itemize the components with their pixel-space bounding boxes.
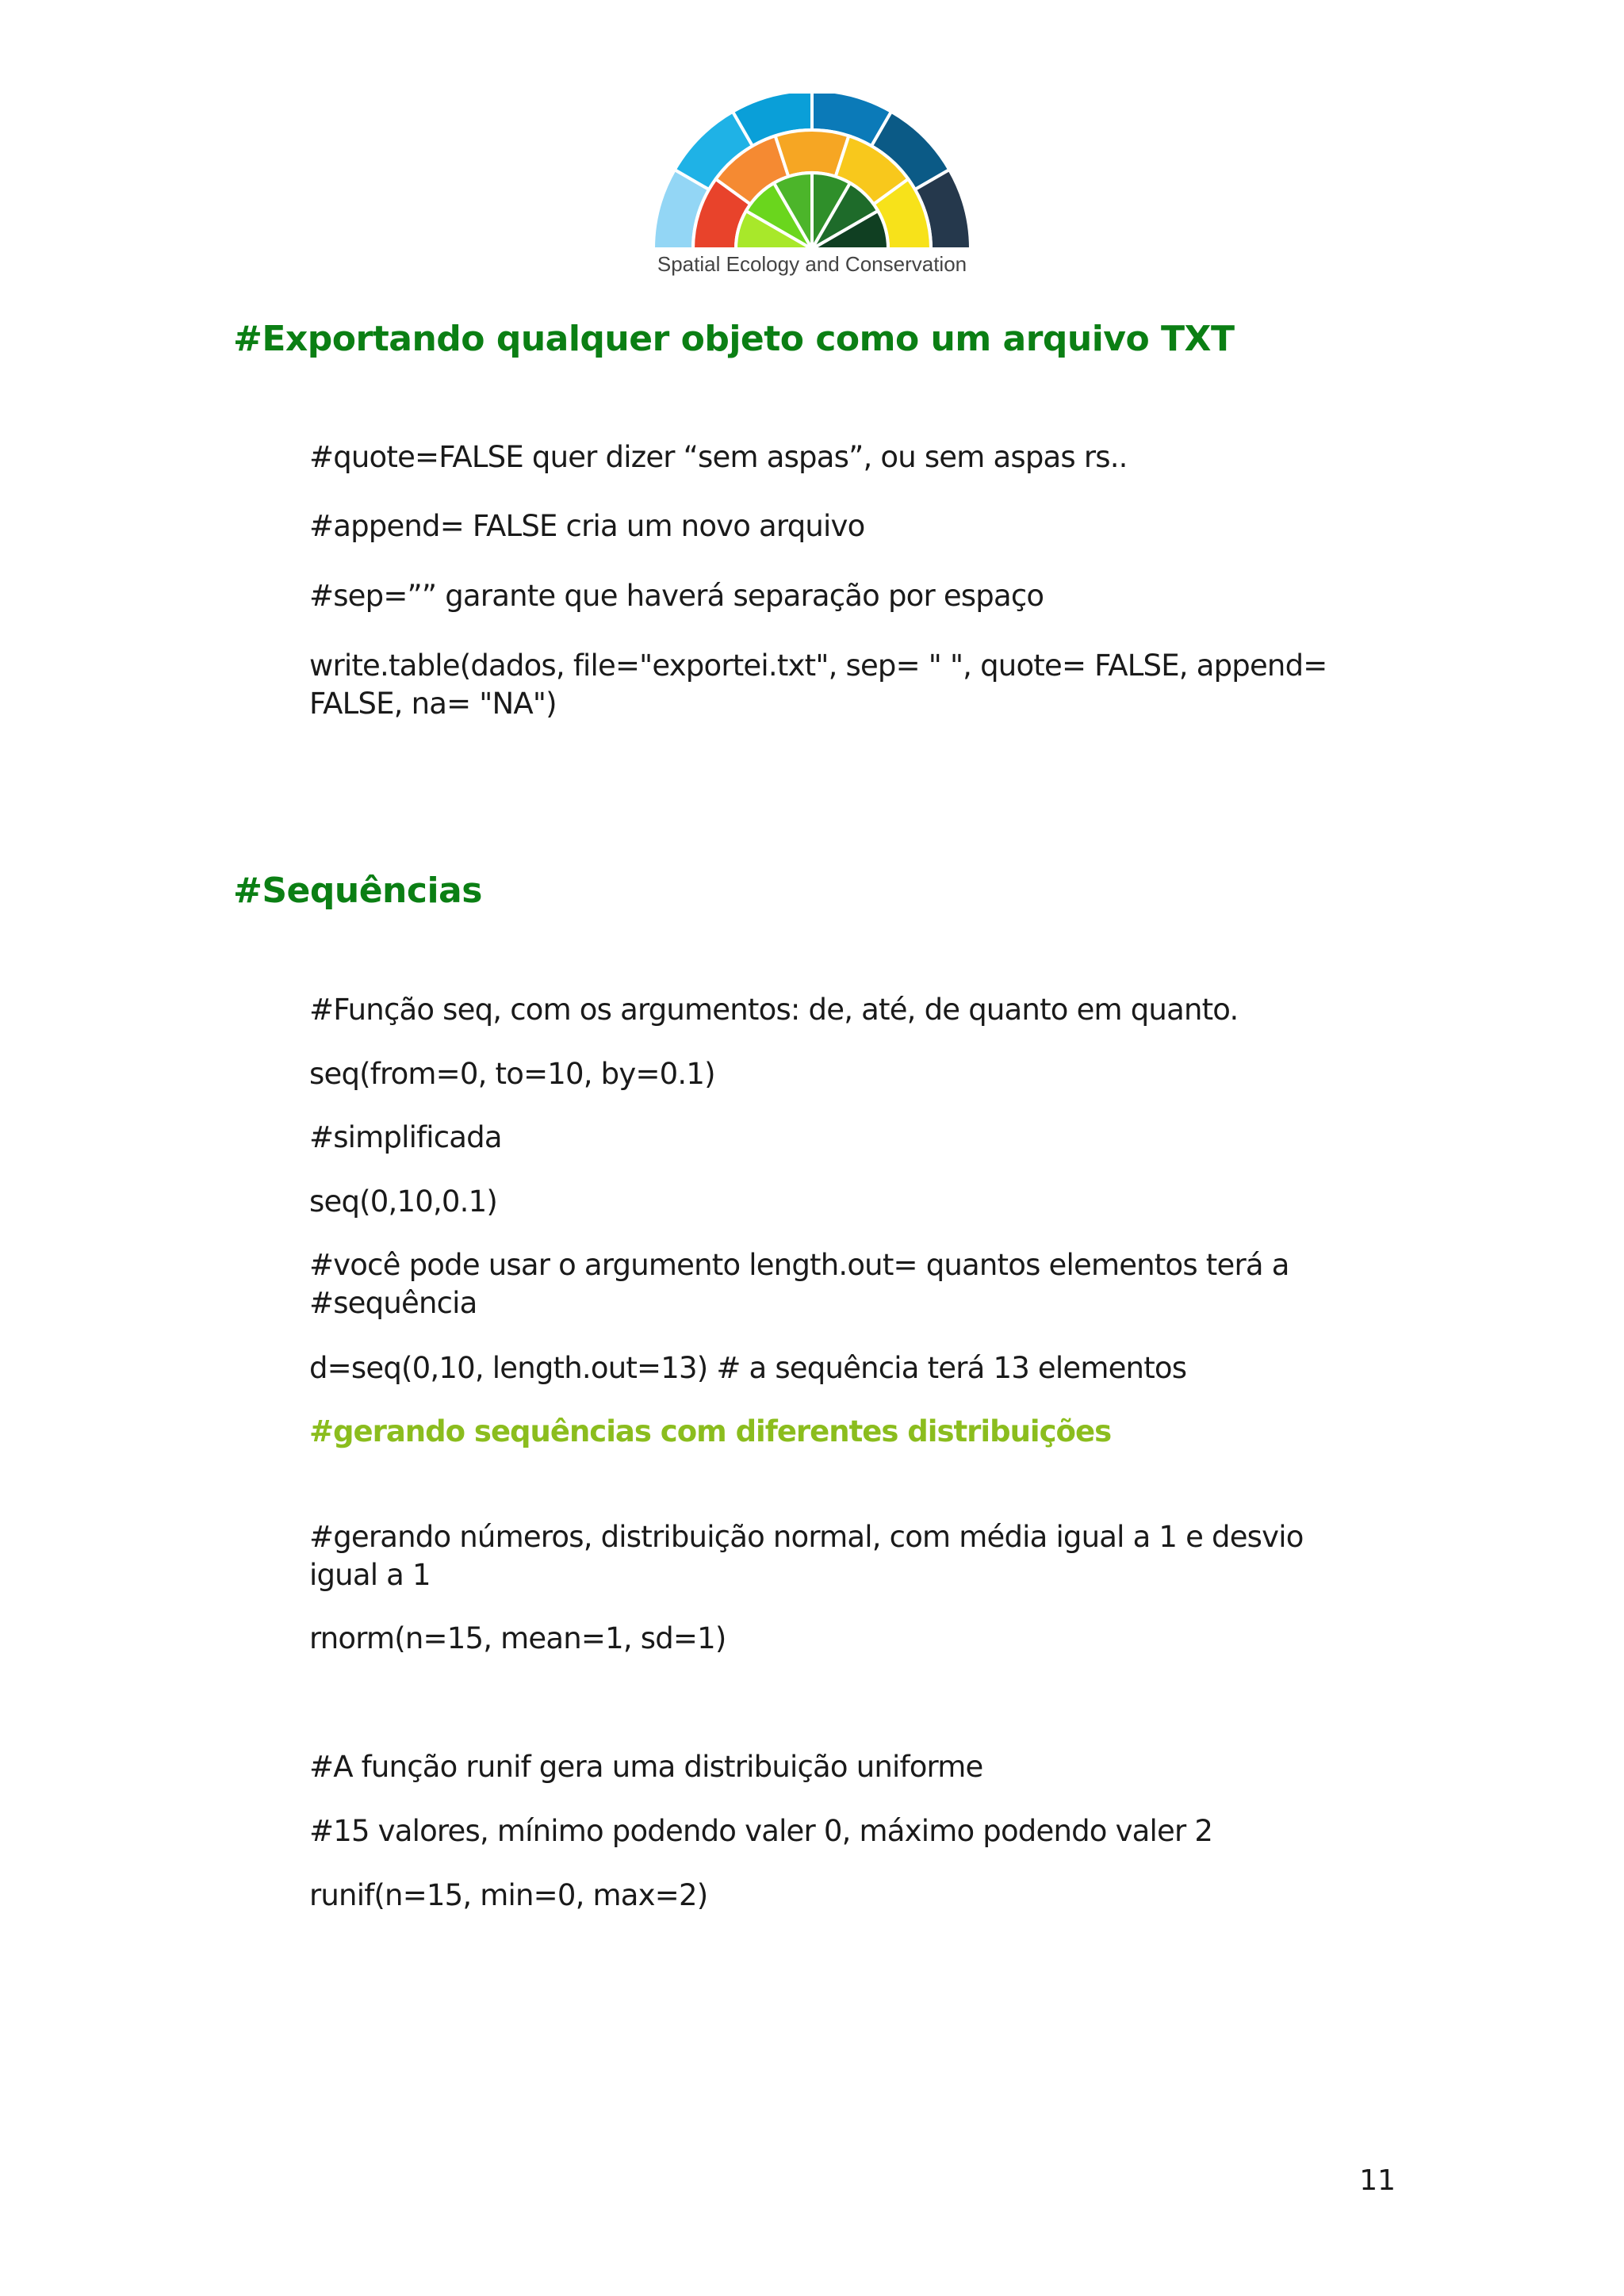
paragraph-write-table-code: write.table(dados, file="exportei.txt", sep= " ", quote= FALSE, append= FALSE, na= "NA") [309, 649, 1327, 721]
section-heading-export: #Exportando qualquer objeto como um arquivo TXT [233, 319, 1235, 359]
spatial-ecology-logo [649, 94, 975, 289]
paragraph-quote-note: #quote=FALSE quer dizer “sem aspas”, ou sem aspas rs.. [309, 440, 1128, 474]
paragraph-seq-short-code: seq(0,10,0.1) [309, 1184, 497, 1219]
paragraph-runif-note: #A função runif gera uma distribuição uniforme [309, 1750, 983, 1784]
paragraph-simplified-note: #simplificada [309, 1120, 502, 1154]
subheading-distributions: #gerando sequências com diferentes distribuições [309, 1414, 1112, 1448]
logo-caption: Spatial Ecology and Conservation [657, 252, 967, 276]
section-heading-sequences: #Sequências [233, 871, 482, 911]
paragraph-rnorm-code: rnorm(n=15, mean=1, sd=1) [309, 1621, 726, 1655]
paragraph-seq-function-note: #Função seq, com os argumentos: de, até, de quanto em quanto. [309, 993, 1239, 1027]
semicircle-fan-icon [649, 94, 975, 252]
page-number: 11 [1359, 2164, 1396, 2197]
paragraph-length-out-code: d=seq(0,10, length.out=13) # a sequência terá 13 elementos [309, 1351, 1187, 1385]
paragraph-length-out-note: #você pode usar o argumento length.out= quantos elementos terá a #sequência [309, 1248, 1289, 1320]
paragraph-seq-code: seq(from=0, to=10, by=0.1) [309, 1057, 715, 1091]
paragraph-append-note: #append= FALSE cria um novo arquivo [309, 509, 865, 543]
paragraph-sep-note: #sep=”” garante que haverá separação por espaço [309, 579, 1044, 613]
paragraph-runif-code: runif(n=15, min=0, max=2) [309, 1878, 708, 1912]
paragraph-rnorm-note: #gerando números, distribuição normal, com média igual a 1 e desvio igual a 1 [309, 1520, 1304, 1592]
paragraph-runif-range-note: #15 valores, mínimo podendo valer 0, máximo podendo valer 2 [309, 1814, 1213, 1848]
